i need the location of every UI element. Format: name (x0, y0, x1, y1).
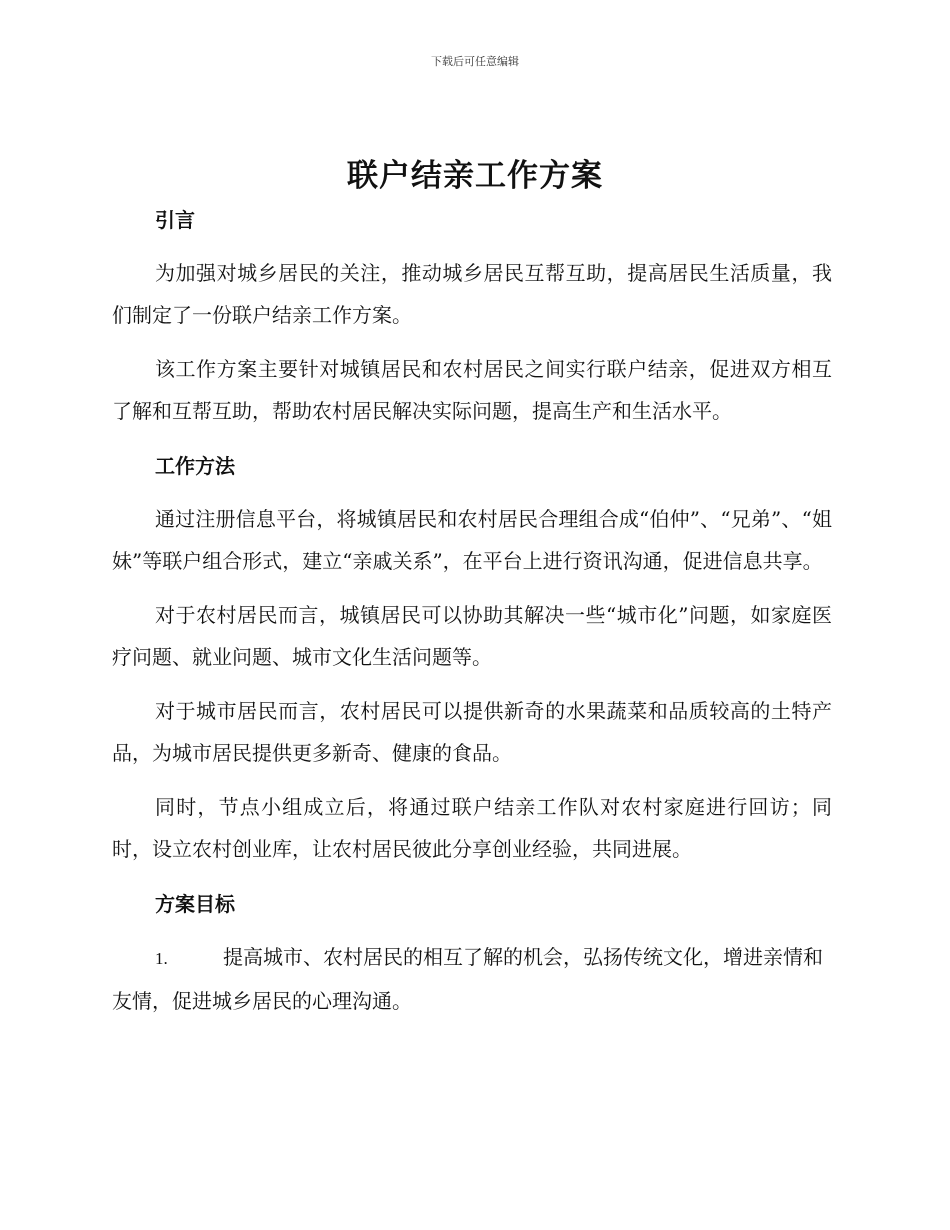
paragraph: 对于农村居民而言，城镇居民可以协助其解决一些“城市化”问题，如家庭医疗问题、就业问题、城市文化生活问题等。 (112, 603, 832, 669)
paragraph: 为加强对城乡居民的关注，推动城乡居民互帮互助，提高居民生活质量，我们制定了一份联户结亲工作方案。 (112, 261, 832, 327)
section-heading-methods: 工作方法 (155, 454, 235, 478)
paragraph: 同时，节点小组成立后，将通过联户结亲工作队对农村家庭进行回访；同时，设立农村创业库，让农村居民彼此分享创业经验，共同进展。 (112, 795, 832, 861)
paragraph: 该工作方案主要针对城镇居民和农村居民之间实行联户结亲，促进双方相互了解和互帮互助，帮助农村居民解决实际问题，提高生产和生活水平。 (112, 357, 832, 423)
list-item-number: 1. (155, 949, 168, 968)
document-title: 联户结亲工作方案 (347, 158, 603, 194)
paragraph: 通过注册信息平台，将城镇居民和农村居民合理组合成“伯仲”、“兄弟”、“姐妹”等联户组合形式，建立“亲戚关系”，在平台上进行资讯沟通，促进信息共享。 (112, 507, 832, 573)
paragraph: 对于城市居民而言，农村居民可以提供新奇的水果蔬菜和品质较高的土特产品，为城市居民提供更多新奇、健康的食品。 (112, 699, 832, 765)
list-item (112, 936, 832, 1022)
section-heading-intro: 引言 (155, 208, 195, 232)
list-item-text: 提高城市、农村居民的相互了解的机会，弘扬传统文化，增进亲情和友情，促进城乡居民的心理沟通。 (112, 945, 823, 1013)
header-note: 下载后可任意编辑 (431, 55, 519, 68)
section-heading-goals: 方案目标 (155, 892, 235, 916)
document-body (112, 200, 832, 1022)
